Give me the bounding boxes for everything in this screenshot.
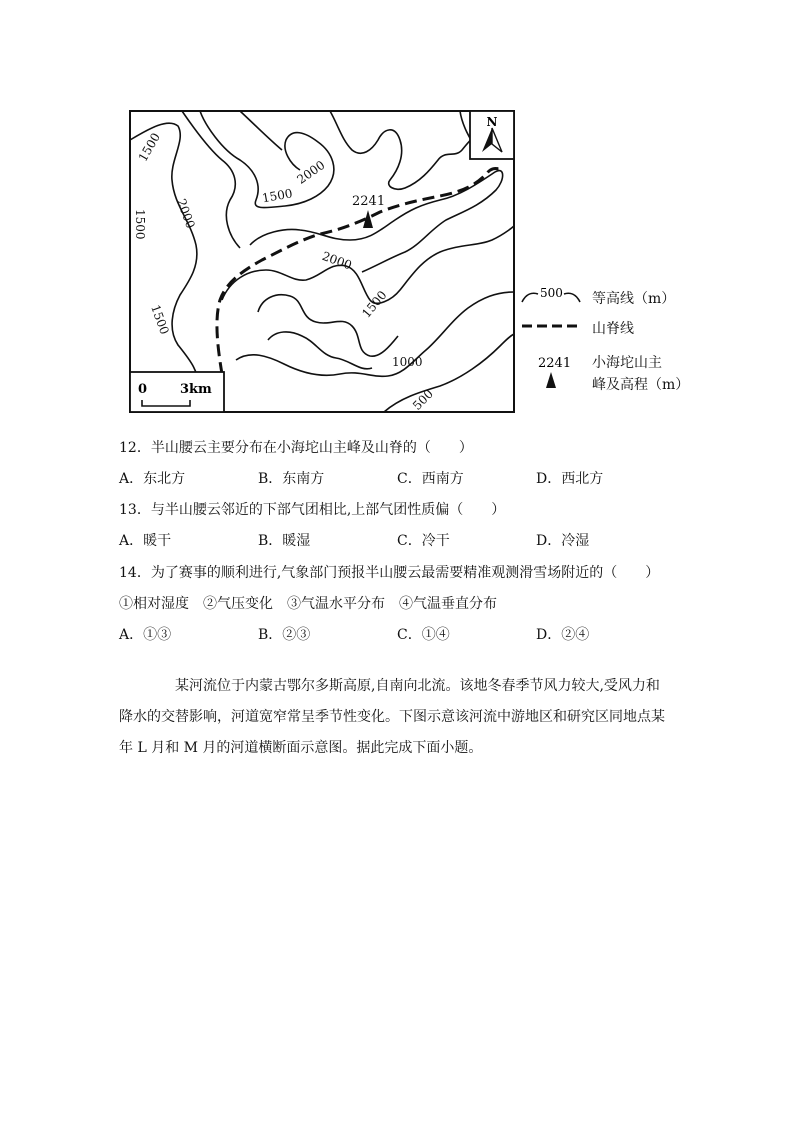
peak-elevation: 2241 (352, 194, 386, 209)
contour-line (130, 123, 198, 412)
question-12-stem: 12．半山腰云主要分布在小海坨山主峰及山脊的（ ） (119, 440, 473, 456)
contour-label: 2000 (294, 157, 328, 187)
passage (119, 671, 679, 764)
contour-label: 1500 (148, 302, 172, 337)
question-14-choices: ①相对湿度 ②气压变化 ③气温水平分布 ④气温垂直分布 (119, 596, 497, 612)
legend-peak-label-2: 峰及高程（m） (592, 377, 690, 393)
question-14-stem: 14．为了赛事的顺利进行,气象部门预报半山腰云最需要精准观测滑雪场附近的（ ） (119, 565, 660, 581)
contour-label: 500 (409, 386, 437, 413)
question-14-option-d: D．②④ (536, 627, 590, 643)
legend-peak-value: 2241 (538, 356, 572, 371)
compass-label: N (486, 115, 498, 129)
question-13-option-a: A．暖干 (119, 533, 172, 549)
passage-line-2: 降水的交替影响，河道宽窄常呈季节性变化。下图示意该河流中游地区和研究区同地点某 (119, 709, 665, 725)
legend-contour-symbol (522, 293, 538, 302)
scale-start: 0 (138, 382, 148, 397)
contour-label: 1000 (392, 355, 423, 369)
contour-line (384, 334, 514, 412)
passage-line-3: 年 L 月和 M 月的河道横断面示意图。据此完成下面小题。 (119, 740, 483, 756)
map-legend (520, 280, 720, 400)
compass (470, 111, 514, 159)
question-12-option-d: D．西北方 (536, 471, 604, 487)
legend-peak-label-1: 小海坨山主 (592, 355, 662, 371)
contour-line (240, 111, 282, 150)
question-13-stem: 13．与半山腰云邻近的下部气团相比,上部气团性质偏（ ） (119, 502, 506, 518)
question-13-option-d: D．冷湿 (536, 533, 590, 549)
question-12-option-a: A．东北方 (119, 471, 186, 487)
question-14-option-c: C．①④ (397, 627, 450, 643)
legend-contour-label: 等高线（m） (592, 291, 676, 307)
contour-label: 2000 (320, 248, 354, 273)
legend-ridge-label: 山脊线 (592, 321, 634, 337)
question-13-option-c: C．冷干 (397, 533, 450, 549)
question-14-option-b: B．②③ (258, 627, 311, 643)
question-13-option-b: B．暖湿 (258, 533, 311, 549)
scale-end: 3km (180, 382, 212, 397)
contour-label: 1500 (260, 186, 294, 206)
contour-label: 1500 (359, 288, 390, 321)
legend-peak-symbol (546, 372, 556, 388)
legend-contour-value: 500 (540, 286, 563, 300)
contour-label: 1500 (133, 209, 147, 240)
contour-label: 1500 (135, 130, 164, 164)
contour-line (330, 111, 490, 189)
passage-line-1: 某河流位于内蒙古鄂尔多斯高原,自南向北流。该地冬春季节风力较大,受风力和 (175, 678, 660, 694)
question-14-option-a: A．①③ (119, 627, 172, 643)
contour-label: 2000 (174, 196, 198, 231)
contour-line (250, 171, 503, 272)
question-12-option-c: C．西南方 (397, 471, 464, 487)
scale-bar (130, 372, 224, 412)
question-12-option-b: B．东南方 (258, 471, 325, 487)
